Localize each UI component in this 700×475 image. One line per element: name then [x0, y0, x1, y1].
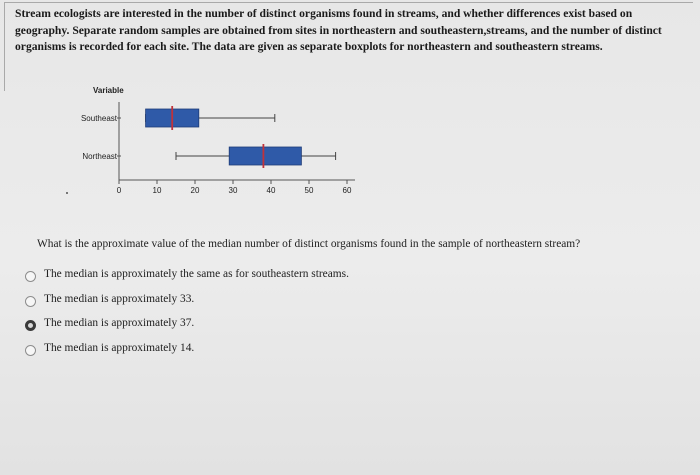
option-4[interactable] [25, 342, 349, 367]
x-tick-label: 0 [116, 186, 122, 195]
axis-marker [66, 192, 68, 194]
option-1[interactable] [25, 268, 349, 293]
category-label: Southeast [80, 114, 117, 123]
radio-button-icon[interactable] [25, 271, 36, 282]
x-tick-label: 20 [190, 186, 200, 195]
answer-options [25, 268, 349, 366]
iqr-box [229, 147, 301, 165]
y-axis-label: Variable [93, 86, 124, 95]
option-2[interactable] [25, 293, 349, 318]
option-label: The median is approximately 33. [44, 292, 195, 305]
x-tick-label: 30 [228, 186, 238, 195]
radio-button-icon[interactable] [25, 345, 36, 356]
x-tick-label: 40 [266, 186, 276, 195]
option-label: The median is approximately 14. [44, 341, 195, 354]
x-tick-label: 10 [152, 186, 162, 195]
category-label: Northeast [82, 152, 117, 161]
boxplot-chart [55, 80, 375, 210]
question-prompt: What is the approximate value of the median number of distinct organisms found in the sample of northeastern stream? [37, 238, 581, 250]
x-tick-label: 60 [342, 186, 352, 195]
option-3[interactable] [25, 317, 349, 342]
option-label: The median is approximately 37. [44, 317, 195, 329]
boxplot-svg [55, 80, 375, 210]
option-label: The median is approximately the same as for southeastern streams. [44, 268, 349, 280]
radio-button-icon[interactable] [25, 320, 36, 331]
x-tick-label: 50 [304, 186, 314, 195]
question-text: Stream ecologists are interested in the number of distinct organisms found in streams, and whether differences exist based on geography. Separate random samples are obtained from sites in northeastern and southeastern,streams, and the number of distinct organisms is recorded for each site. The data are given as separate boxplots for northeastern and southeastern streams. [15, 7, 662, 53]
radio-button-icon[interactable] [25, 296, 36, 307]
